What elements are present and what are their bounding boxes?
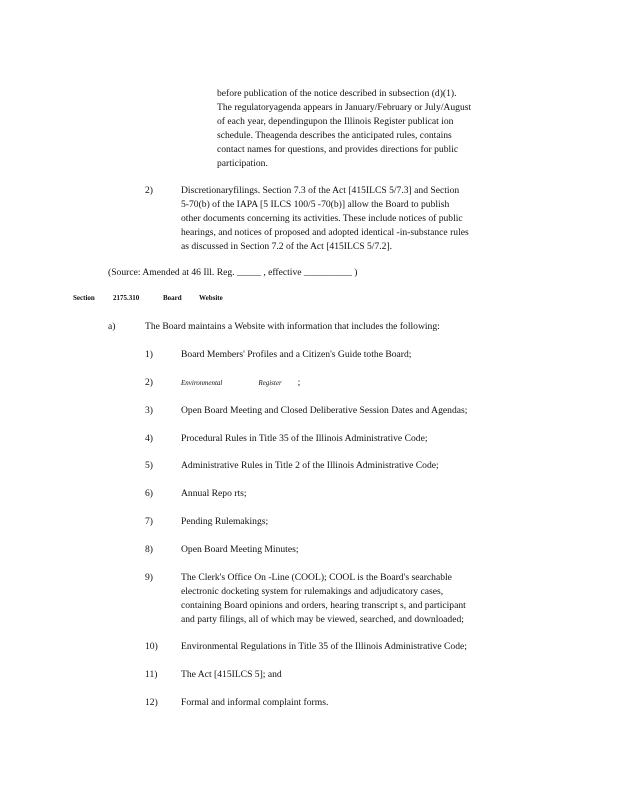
- text-line: of each year, dependingupon the Illinois Register publicat ion: [217, 116, 454, 127]
- text-word: Environmental: [181, 379, 223, 387]
- text-line: containing Board opinions and orders, hearing transcript s, and participant: [181, 600, 466, 611]
- text-line: Environmental Regulations in Title 35 of the Illinois Administrative Code;: [181, 641, 467, 652]
- list-item: [181, 571, 466, 627]
- list-item: [181, 432, 428, 446]
- text-line: before publication of the notice described in subsection (d)(1).: [217, 88, 457, 99]
- list-item: [181, 696, 328, 710]
- text-line: The Act [415ILCS 5]; and: [181, 669, 282, 680]
- text-line: The regulatoryagenda appears in January/February or July/August: [217, 102, 472, 113]
- text-line: 5-70(b) of the IAPA [5 ILCS 100/5 -70(b)] allow the Board to publish: [181, 199, 450, 210]
- text-line: Open Board Meeting Minutes;: [181, 544, 299, 555]
- text-line: Pending Rulemakings;: [181, 516, 269, 527]
- source-note: (Source: Amended at 46 Ill. Reg. _____ , effective __________ ): [108, 267, 358, 278]
- text-word: Register: [258, 379, 282, 387]
- subsection-letter: a): [108, 321, 116, 332]
- list-item: [181, 348, 411, 362]
- text-line: electronic docketing system for rulemakings and adjudicatory cases,: [181, 586, 444, 597]
- text-line: and party filings, all of which may be viewed, searched, and downloaded;: [181, 614, 464, 625]
- list-item: [181, 487, 247, 501]
- list-item: [181, 515, 268, 529]
- list-number: 2): [145, 377, 153, 388]
- text-line: The Clerk's Office On -Line (COOL); COOL is the Board's searchable: [181, 572, 452, 583]
- list-number: 12): [145, 697, 158, 708]
- list-number: 2): [145, 185, 153, 196]
- text-line: Board Members' Profiles and a Citizen's Guide tothe Board;: [181, 349, 412, 360]
- list-number: 11): [145, 669, 158, 680]
- list-item: [181, 376, 300, 390]
- section-title-word: Website: [199, 294, 223, 302]
- text-line: Procedural Rules in Title 35 of the Illinois Administrative Code;: [181, 433, 428, 444]
- list-item: [181, 668, 282, 682]
- text-line: Annual Repo rts;: [181, 488, 247, 499]
- text-line: hearings, and notices of proposed and adopted identical -in-substance rules: [181, 227, 469, 238]
- text-line: contact names for questions, and provides directions for public: [217, 144, 459, 155]
- list-number: 5): [145, 460, 153, 471]
- list-item: [181, 459, 439, 473]
- text-line: The Board maintains a Website with information that includes the following:: [145, 321, 440, 332]
- section-number: 2175.310: [113, 294, 140, 302]
- text-word: ;: [297, 377, 301, 388]
- text-line: Open Board Meeting and Closed Deliberative Session Dates and Agendas;: [181, 405, 468, 416]
- subsection-text: [145, 320, 440, 334]
- list-item: [181, 640, 467, 654]
- list-number: 6): [145, 488, 153, 499]
- list-number: 9): [145, 572, 153, 583]
- text-line: participation.: [217, 158, 268, 169]
- section-heading: [73, 294, 223, 302]
- list-number: 7): [145, 516, 153, 527]
- section-title-word: Board: [163, 294, 182, 302]
- text-line: Administrative Rules in Title 2 of the Illinois Administrative Code;: [181, 460, 439, 471]
- list-number: 8): [145, 544, 153, 555]
- text-line: as discussed in Section 7.2 of the Act [415ILCS 5/7.2].: [181, 241, 393, 252]
- discretionary-filings-paragraph: [181, 184, 469, 254]
- text-line: other documents concerning its activities. These include notices of public: [181, 213, 463, 224]
- list-number: 1): [145, 349, 153, 360]
- text-line: Formal and informal complaint forms.: [181, 697, 329, 708]
- continuation-paragraph: [217, 87, 547, 171]
- list-item: [181, 404, 467, 418]
- section-label: Section: [73, 294, 95, 302]
- list-number: 3): [145, 405, 153, 416]
- text-line: schedule. Theagenda describes the anticipated rules, contains: [217, 130, 452, 141]
- list-item: [181, 543, 299, 557]
- text-line: Discretionaryfilings. Section 7.3 of the Act [415ILCS 5/7.3] and Section: [181, 185, 460, 196]
- list-number: 4): [145, 433, 153, 444]
- list-number: 10): [145, 641, 158, 652]
